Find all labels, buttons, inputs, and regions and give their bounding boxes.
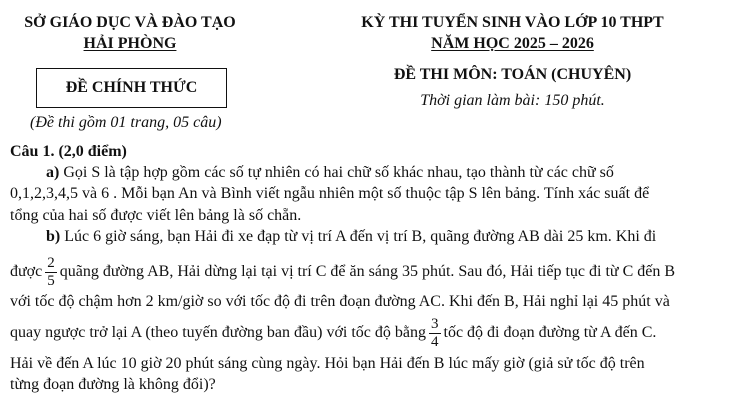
exam-title: KỲ THI TUYỂN SINH VÀO LỚP 10 THPT (361, 14, 664, 31)
part-a-line-2: 0,1,2,3,4,5 và 6 . Mỗi bạn An và Bình viết ngẫu nhiên một số thuộc tập S lên bảng. Tính xác suất để (10, 185, 650, 202)
part-b-line-6: từng đoạn đường là không đổi)? (10, 376, 216, 393)
part-b-text-4-post: tốc độ đi đoạn đường từ A đến C. (443, 324, 657, 341)
part-b-text-2-post: quãng đường AB, Hải dừng lại tại vị trí C để ăn sáng 35 phút. Sau đó, Hải tiếp tục đi từ C đến B (59, 263, 676, 280)
part-a-line-1 (46, 163, 614, 183)
part-b-text-1: Lúc 6 giờ sáng, bạn Hải đi xe đạp từ vị trí A đến vị trí B, quãng đường AB dài 25 km. Khi đi (60, 228, 657, 245)
school-year: NĂM HỌC 2025 – 2026 (431, 35, 594, 52)
part-b-line-4 (10, 314, 656, 352)
part-a-text-1: Gọi S là tập hợp gồm các số tự nhiên có hai chữ số khác nhau, tạo thành từ các chữ số (59, 164, 614, 181)
part-b-label: b) (46, 228, 61, 245)
official-exam-box (36, 68, 227, 108)
part-a-label: a) (46, 164, 60, 181)
fraction-three-quarters (429, 316, 441, 351)
fraction-1-denominator: 5 (47, 272, 55, 289)
part-b-line-1 (46, 227, 656, 247)
department-name: SỞ GIÁO DỤC VÀ ĐÀO TẠO (24, 14, 236, 31)
part-a-line-3: tổng của hai số được viết lên bảng là số chẵn. (10, 207, 302, 224)
exam-duration: Thời gian làm bài: 150 phút. (420, 92, 605, 109)
pages-note: (Đề thi gồm 01 trang, 05 câu) (30, 114, 222, 131)
city-name: HẢI PHÒNG (83, 35, 177, 52)
part-b-text-2-pre: được (10, 263, 43, 280)
part-b-text-4-pre: quay ngược trở lại A (theo tuyến đường ban đầu) với tốc độ bằng (10, 324, 426, 341)
fraction-two-fifths (45, 255, 57, 290)
question-title: Câu 1. (2,0 điểm) (10, 143, 127, 160)
part-b-line-3: với tốc độ chậm hơn 2 km/giờ so với tốc độ đi trên đoạn đường AC. Khi đến B, Hải nghỉ lại 45 phút và (10, 293, 670, 310)
fraction-2-numerator: 3 (431, 315, 439, 332)
part-b-line-2 (10, 254, 675, 290)
part-b-line-5: Hải về đến A lúc 10 giờ 20 phút sáng cùng ngày. Hỏi bạn Hải đến B lúc mấy giờ (giả sử tốc độ trên (10, 355, 645, 372)
official-exam-label: ĐỀ CHÍNH THỨC (65, 79, 198, 96)
fraction-1-numerator: 2 (47, 254, 55, 271)
exam-subject: ĐỀ THI MÔN: TOÁN (CHUYÊN) (393, 66, 632, 83)
fraction-2-denominator: 4 (431, 333, 439, 350)
